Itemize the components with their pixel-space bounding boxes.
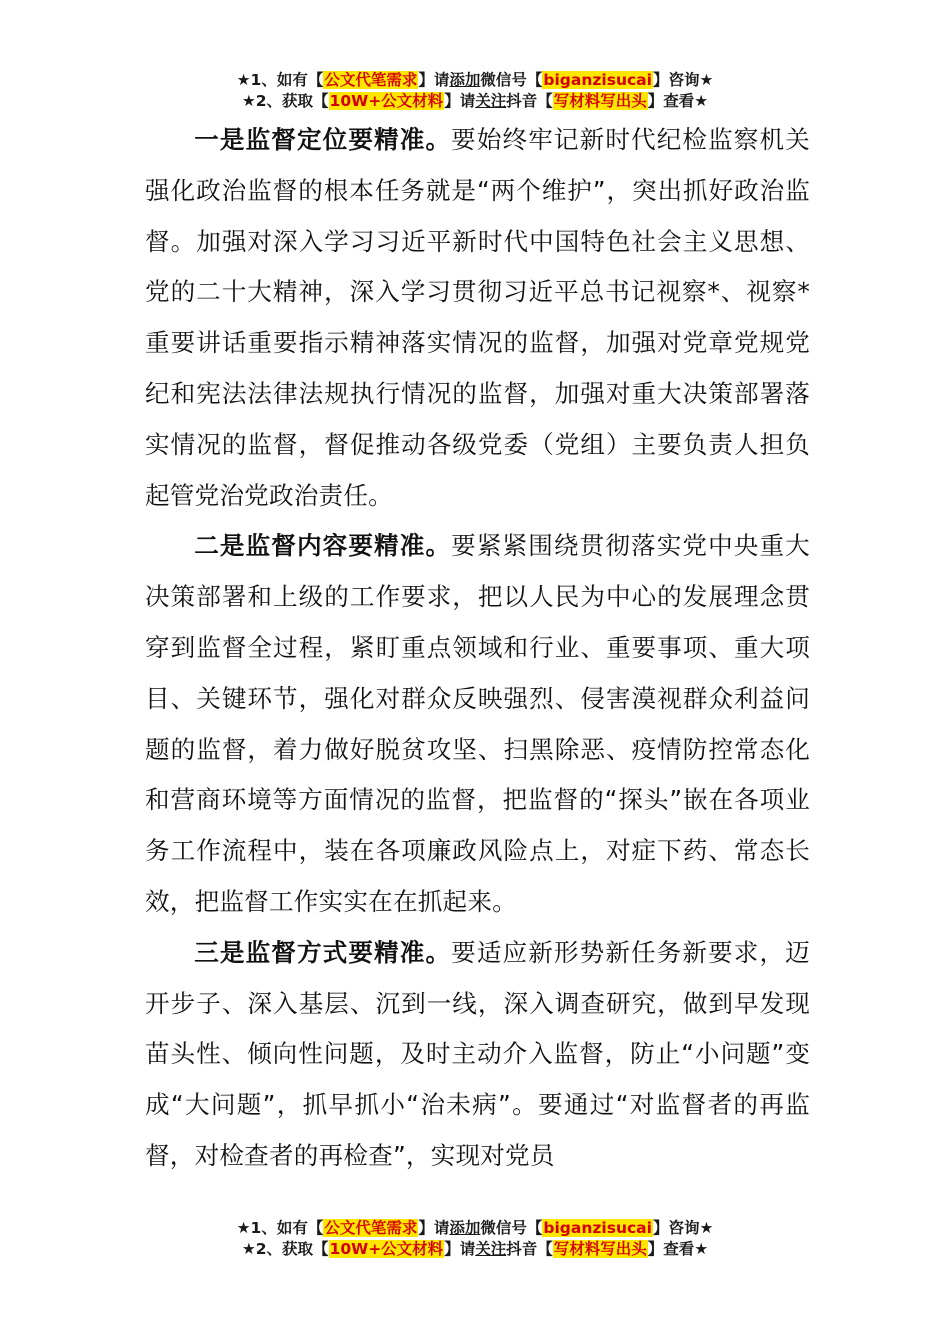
paragraph-content xyxy=(145,521,810,927)
highlight-service: 公文代笔需求 xyxy=(324,1219,418,1237)
paragraph-text: 要始终牢记新时代纪检监察机关强化政治监督的根本任务就是“两个维护”，突出抓好政治监督。加强对深入学习习近平新时代中国特色社会主义思想、党的二十大精神，深入学习贯彻习近平总书记视察*、视察*重要讲话重要指示精神落实情况的监督，加强对党章党规党纪和宪法法律法规执行情况的监督，加强对重大决策部署落实情况的监督，督促推动各级党委（党组）主要负责人担负起管党治党政治责任。 xyxy=(145,125,810,510)
paragraph-text: 要紧紧围绕贯彻落实党中央重大决策部署和上级的工作要求，把以人民为中心的发展理念贯穿到监督全过程，紧盯重点领域和行业、重要事项、重大项目、关键环节，强化对群众反映强烈、侵害漠视群众利益问题的监督，着力做好脱贫攻坚、扫黑除恶、疫情防控常态化和营商环境等方面情况的监督，把监督的“探头”嵌在各项业务工作流程中，装在各项廉政风险点上，对症下药、常态长效，把监督工作实实在在抓起来。 xyxy=(145,531,810,916)
header-banner xyxy=(0,70,950,112)
banner-line-2: ★2、获取【10W+公文材料】请关注抖音【写材料写出头】查看★ xyxy=(241,1240,709,1258)
footer-banner xyxy=(0,1218,950,1260)
highlight-wechat-id: biganzisucai xyxy=(543,71,652,89)
paragraph-positioning xyxy=(145,115,810,521)
paragraph-text: 要适应新形势新任务新要求，迈开步子、深入基层、沉到一线，深入调查研究，做到早发现苗头性、倾向性问题，及时主动介入监督，防止“小问题”变成“大问题”，抓早抓小“治未病”。要通过“对监督者的再监督，对检查者的再检查”，实现对党员 xyxy=(145,937,810,1170)
banner-line-1: ★1、如有【公文代笔需求】请添加微信号【biganzisucai】咨询★ xyxy=(236,1219,714,1237)
paragraph-heading: 三是监督方式要精准。 xyxy=(194,937,452,967)
banner-line-2: ★2、获取【10W+公文材料】请关注抖音【写材料写出头】查看★ xyxy=(241,92,709,110)
banner-line-1: ★1、如有【公文代笔需求】请添加微信号【biganzisucai】咨询★ xyxy=(236,71,714,89)
highlight-wechat-id: biganzisucai xyxy=(543,1219,652,1237)
paragraph-method xyxy=(145,928,810,1182)
highlight-service: 公文代笔需求 xyxy=(324,71,418,89)
paragraph-heading: 二是监督内容要精准。 xyxy=(194,531,452,561)
highlight-materials: 10W+公文材料 xyxy=(329,1240,444,1258)
highlight-douyin: 写材料写出头 xyxy=(553,1240,647,1258)
highlight-douyin: 写材料写出头 xyxy=(553,92,647,110)
document-body xyxy=(145,115,810,1182)
paragraph-heading: 一是监督定位要精准。 xyxy=(194,125,452,154)
highlight-materials: 10W+公文材料 xyxy=(329,92,444,110)
